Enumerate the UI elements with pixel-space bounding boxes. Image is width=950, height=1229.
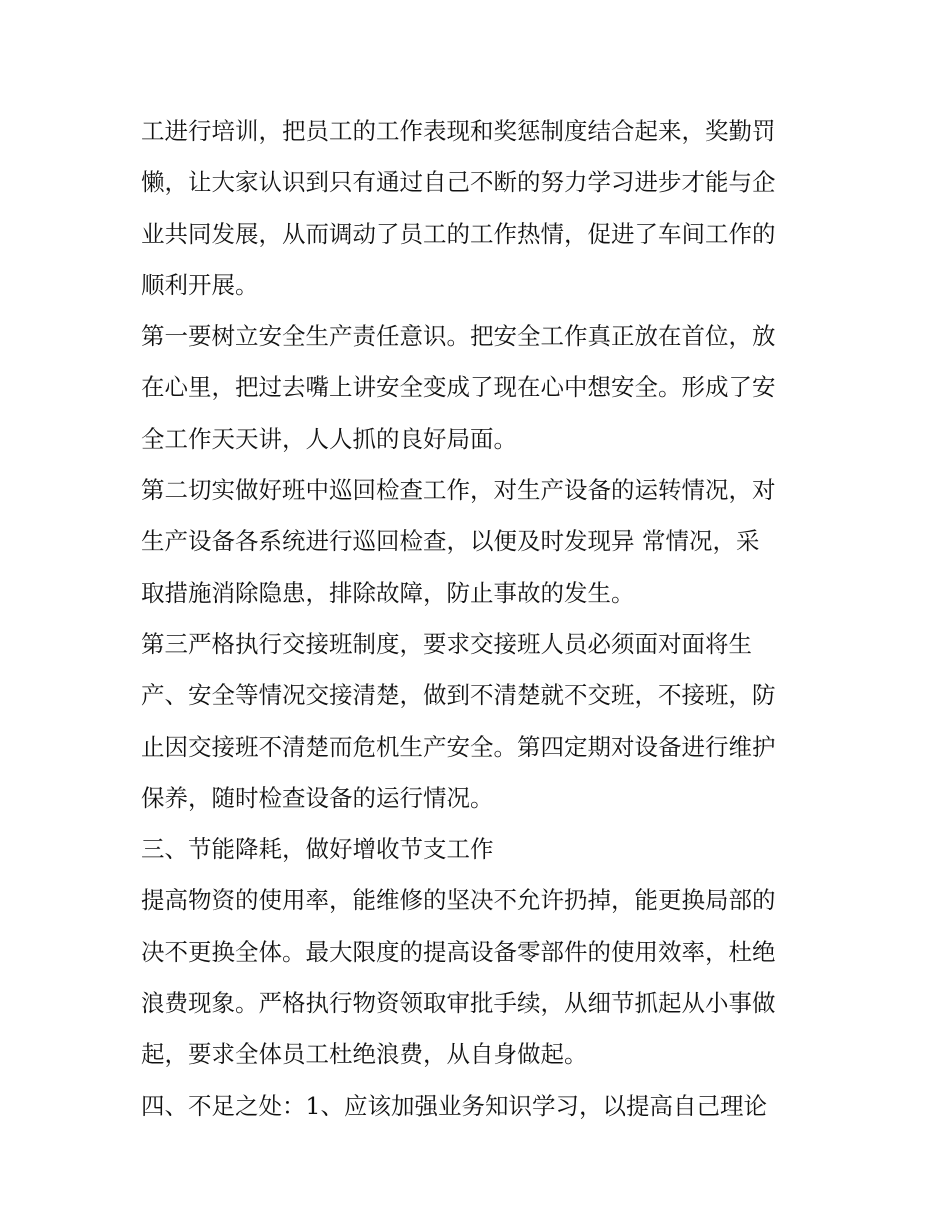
text-line: 起，要求全体员工杜绝浪费，从自身做起。: [141, 1040, 588, 1069]
text-line: 第三严格执行交接班制度，要求交接班人员必须面对面将生: [141, 629, 752, 658]
text-line: 产、安全等情况交接清楚，做到不清楚就不交班，不接班，防: [141, 681, 776, 710]
text-line: 提高物资的使用率，能维修的坚决不允许扔掉，能更换局部的: [141, 886, 776, 915]
text-line: 在心里，把过去嘴上讲安全变成了现在心中想安全。形成了安: [141, 373, 776, 402]
text-line: 顺利开展。: [141, 270, 259, 299]
section-heading: 四、不足之处：1、应该加强业务知识学习，以提高自己理论: [141, 1091, 767, 1120]
text-line: 工进行培训，把员工的工作表现和奖惩制度结合起来，奖勤罚: [141, 117, 776, 145]
text-line: 业共同发展，从而调动了员工的工作热情，促进了车间工作的: [141, 219, 776, 248]
text-line: 保养，随时检查设备的运行情况。: [141, 783, 494, 812]
text-line: 第二切实做好班中巡回检查工作，对生产设备的运转情况，对: [141, 476, 776, 505]
text-line: 浪费现象。严格执行物资领取审批手续，从细节抓起从小事做: [141, 989, 776, 1018]
body-text: [141, 106, 813, 1132]
text-line: 决不更换全体。最大限度的提高设备零部件的使用效率，杜绝: [141, 937, 776, 966]
text-line: 第一要树立安全生产责任意识。把安全工作真正放在首位，放: [141, 322, 776, 351]
text-line: 止因交接班不清楚而危机生产安全。第四定期对设备进行维护: [141, 732, 776, 761]
text-line: 全工作天天讲，人人抓的良好局面。: [141, 424, 517, 453]
text-line: 取措施消除隐患，排除故障，防止事故的发生。: [141, 578, 635, 607]
section-heading: 三、节能降耗，做好增收节支工作: [141, 835, 494, 864]
text-line: 生产设备各系统进行巡回检查，以便及时发现异 常情况，采: [141, 527, 760, 556]
text-line: 懒，让大家认识到只有通过自己不断的努力学习进步才能与企: [141, 168, 776, 197]
